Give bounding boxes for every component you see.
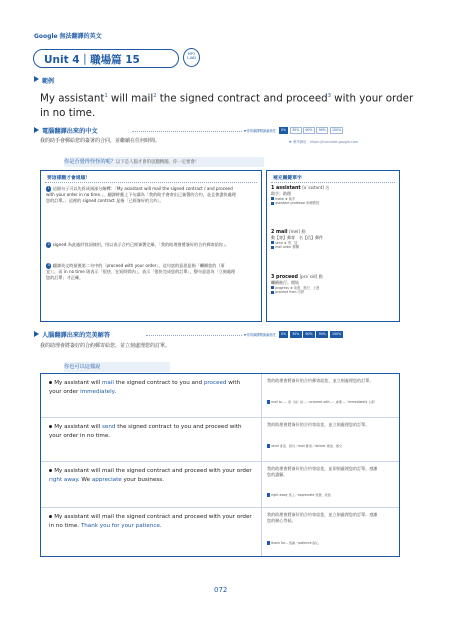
rating-option: 60% bbox=[303, 127, 315, 134]
answer-chinese: 我的助理會將簽好的合約寄給您，並即刻處理您的訂單。感謝您的惠顧。 bbox=[267, 466, 378, 477]
vocab-example: mail order 郵購 bbox=[275, 245, 299, 250]
question-sub: 以下是人腦才會的思翻精髓，你一定要會！ bbox=[115, 160, 200, 165]
vocab-pron: [əˋsɪstənt] bbox=[302, 185, 324, 190]
vocab-example: assistant professor 助理教授 bbox=[275, 201, 320, 206]
answer-text: My assistant will mail the signed contract and proceed with your order bbox=[54, 468, 252, 474]
vocab-item bbox=[271, 229, 395, 250]
highlight-text: immediately bbox=[80, 388, 115, 395]
answer-note bbox=[267, 541, 379, 546]
answers-heading: 你也可以這樣說 bbox=[64, 364, 101, 370]
vocab-def: 繼續進行；開始 bbox=[271, 280, 299, 285]
audio-label: MP3 bbox=[188, 52, 195, 56]
vocab-pos: 動 bbox=[301, 229, 306, 234]
page-number: 072 bbox=[214, 586, 228, 594]
footnote-mark: 1 bbox=[104, 93, 108, 99]
rating-option: 100% bbox=[330, 331, 344, 338]
tag-icon bbox=[267, 541, 270, 544]
answer-english bbox=[49, 467, 253, 484]
sentence-part: the signed contract and proceed bbox=[156, 92, 328, 105]
sentence-part: will mail bbox=[107, 92, 154, 105]
answer-text: . bbox=[114, 388, 116, 395]
tips-box bbox=[40, 170, 262, 322]
example-sentence bbox=[40, 89, 416, 121]
answer-row bbox=[41, 374, 399, 418]
machine-translation-heading: 電腦翻譯出來的中文 bbox=[42, 128, 98, 135]
answer-note-text: thank for... 感謝／patience 耐心 bbox=[271, 541, 319, 545]
footnote-mark: 3 bbox=[327, 93, 331, 99]
answer-text: My assistant will bbox=[54, 380, 102, 386]
answer-note bbox=[267, 400, 379, 405]
tip-text: signed 為此處形容詞使用，用以表示合約已經簽署完畢，「我的助理會將簽好的合約郵寄給你」。 bbox=[52, 242, 230, 247]
sentence-part: My assistant bbox=[40, 92, 105, 105]
vocab-word: mail bbox=[276, 230, 288, 235]
tip-item bbox=[46, 242, 236, 248]
vocab-pron: [prəˋsid] bbox=[299, 274, 318, 279]
tag-icon bbox=[267, 444, 270, 447]
sentence-part: with your order in no time. bbox=[40, 92, 414, 120]
tip-number: 2 bbox=[47, 242, 50, 247]
divider bbox=[146, 335, 242, 336]
vocab-pron: [mel] bbox=[289, 229, 300, 234]
highlight-text: right away bbox=[49, 476, 78, 483]
vocab-word: assistant bbox=[276, 186, 301, 191]
rating-option: 30% bbox=[290, 127, 302, 134]
bullet-icon bbox=[49, 381, 52, 384]
answer-text: your business. bbox=[121, 476, 164, 483]
answer-note-text: send 寄送、發出／mail 郵寄／deliver 遞送、遞交 bbox=[271, 444, 343, 448]
highlight-text: mail bbox=[101, 380, 114, 386]
rating-option: 60% bbox=[303, 331, 315, 338]
tag-icon bbox=[267, 400, 270, 403]
answer-chinese: 我的助理會將簽好的合約郵寄給您，並立刻處理您的訂單。 bbox=[267, 378, 374, 383]
tag-icon bbox=[271, 291, 274, 294]
divider bbox=[45, 182, 257, 183]
tip-number: 3 bbox=[47, 263, 50, 268]
tip-item bbox=[46, 263, 236, 281]
tag-icon bbox=[271, 286, 274, 289]
vocab-item bbox=[271, 274, 395, 295]
answer-text: My assistant will bbox=[54, 424, 102, 430]
vocab-number: 2 bbox=[271, 230, 275, 235]
tips-box-title: 要這樣翻才會通順！ bbox=[47, 176, 91, 181]
answer-english bbox=[49, 379, 253, 396]
question-text bbox=[64, 158, 199, 165]
example-bullet-icon bbox=[34, 76, 39, 82]
tip-item bbox=[46, 186, 236, 204]
vocab-item bbox=[271, 185, 395, 206]
footnote-mark: 2 bbox=[153, 93, 157, 99]
answer-text: . We bbox=[77, 476, 92, 483]
vocab-example: send ★ 寄、送 bbox=[275, 240, 298, 245]
vocab-example: make ★ 助手 bbox=[275, 196, 296, 201]
tag-icon bbox=[271, 246, 274, 249]
section-bullet-icon bbox=[34, 331, 39, 337]
tag-icon bbox=[267, 493, 270, 496]
answer-english bbox=[49, 423, 253, 440]
highlight-text: Thank you for your patience bbox=[80, 522, 160, 529]
vocab-def: 動【寄】郵寄 名【信】郵件 bbox=[271, 235, 323, 240]
rating-option: 90% bbox=[316, 331, 328, 338]
human-translation-text: 我的助理會將簽好的合約郵寄給您，並立刻處理您的訂單。 bbox=[40, 343, 171, 349]
section-bullet-icon bbox=[34, 127, 39, 133]
book-title: Google 無法翻譯的英文 bbox=[34, 33, 102, 40]
audio-track-icon[interactable] bbox=[183, 48, 200, 67]
answer-text: the signed contract to you and proceed with your order in no time. bbox=[49, 424, 242, 439]
vocab-number: 1 bbox=[271, 186, 275, 191]
rating-option: 100% bbox=[330, 127, 344, 134]
machine-rating bbox=[244, 127, 343, 134]
answer-text: My assistant will mail the signed contract and proceed with your order in no time. bbox=[49, 514, 252, 529]
tip-number: 1 bbox=[47, 186, 50, 191]
question-main: 你是否覺得怪怪的呢？ bbox=[64, 159, 116, 165]
vocab-number: 3 bbox=[271, 275, 275, 280]
tip-text: 翻譯英文時最後第二句中的「proceed with your order」，這句話的意思是指「繼續您的（事宜）」，而 in no time 則表示「很快、在短時間內」，表示「很快完成您的訂單」，整句意思為「立刻處理您的訂單」才正確。 bbox=[46, 263, 236, 281]
vocab-def: 助手；助理 bbox=[271, 191, 291, 196]
answer-row bbox=[41, 508, 399, 556]
unit-title: Unit 4｜職場篇 15 bbox=[44, 54, 140, 66]
answer-chinese: 我的助理會將簽好的合約寄給您，並立刻處理您的訂單。 bbox=[267, 422, 370, 427]
answer-row bbox=[41, 462, 399, 508]
answer-note-text: mail to...：寄（信）給…／proceed with...：處理…／immediately 立即 bbox=[271, 400, 375, 404]
vocab-example: proceed from 出發 bbox=[275, 290, 304, 295]
rating-option: 0% bbox=[279, 127, 289, 134]
tag-icon bbox=[271, 241, 274, 244]
divider bbox=[271, 182, 395, 183]
bullet-icon bbox=[49, 469, 52, 472]
rating-label: ☛你的翻譯閱讀滿意度 bbox=[244, 332, 276, 337]
rating-option: 30% bbox=[290, 331, 302, 338]
source-note: ☛ 參考網址：https://translate.google.com bbox=[289, 140, 359, 144]
tag-icon bbox=[271, 197, 274, 200]
example-label: 範例 bbox=[42, 78, 55, 85]
rating-label: ☛你的翻譯閱讀滿意度 bbox=[244, 128, 276, 133]
tag-icon bbox=[271, 202, 274, 205]
audio-track: 1-062 bbox=[186, 56, 197, 61]
vocab-example: progress ★ 前進、進行、上進 bbox=[275, 285, 320, 290]
answer-note-text: right away 馬上／appreciate 感激、欣賞 bbox=[271, 493, 331, 497]
answer-text: with your order bbox=[49, 380, 241, 395]
rating-option: 90% bbox=[316, 127, 328, 134]
answers-table bbox=[40, 373, 400, 557]
highlight-text: proceed bbox=[203, 380, 227, 386]
bullet-icon bbox=[49, 425, 52, 428]
answer-chinese: 我的助理會將簽好的合約寄給您，並立刻處理您的訂單。感謝您的耐心等候。 bbox=[267, 512, 378, 523]
answer-note bbox=[267, 493, 379, 498]
vocab-box-title: 補充關鍵單字 bbox=[273, 176, 302, 181]
answer-english bbox=[49, 513, 253, 530]
tip-text: 這個句子可以先拆成兩部分解釋：「My assistant will mail the signed contract / and proceed with your order in no time.」，翻譯時應上下句讀為「我的助手會寄出已簽署的合約，並且會盡快處理您的訂單。」這裡的 signed contract 是指「已經簽好的合約」。 bbox=[46, 186, 236, 204]
vocab-pos: 動 bbox=[318, 274, 323, 279]
answer-text: the signed contract to you and bbox=[113, 380, 204, 386]
vocab-word: proceed bbox=[276, 275, 298, 280]
human-rating bbox=[244, 331, 343, 338]
highlight-text: appreciate bbox=[91, 476, 122, 483]
divider bbox=[132, 131, 242, 132]
highlight-text: send bbox=[101, 424, 116, 430]
vocab-pos: 名 bbox=[325, 185, 330, 190]
rating-option: 0% bbox=[279, 331, 289, 338]
machine-translation-text: 我的助手會郵給您的簽署的合同，並繼續在任何時間。 bbox=[40, 138, 161, 144]
bullet-icon bbox=[49, 515, 52, 518]
answer-row bbox=[41, 418, 399, 462]
human-translation-heading: 人腦翻譯出來的完美解答 bbox=[42, 332, 111, 339]
vocab-box bbox=[266, 170, 400, 322]
answer-text: . bbox=[159, 522, 162, 529]
answer-note bbox=[267, 444, 379, 449]
